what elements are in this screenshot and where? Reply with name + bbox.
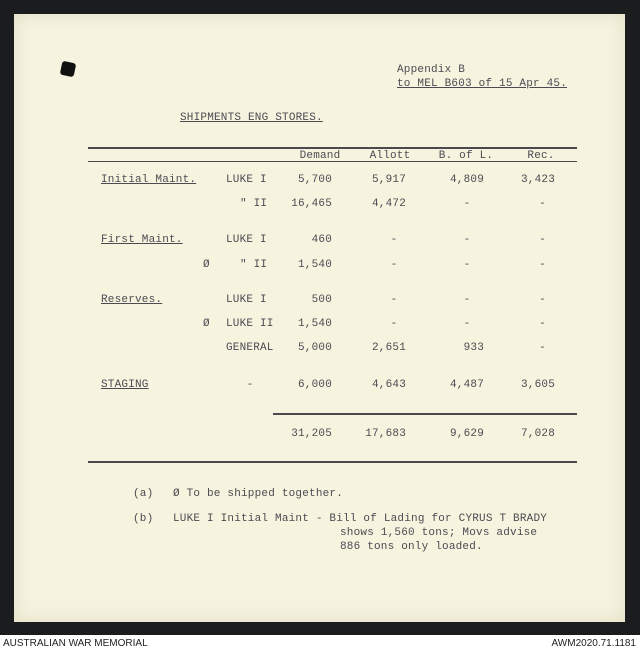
row-demand: 6,000 <box>297 379 332 391</box>
row-bol: - <box>463 259 471 271</box>
row-rec: - <box>539 259 546 271</box>
row-luke: LUKE I <box>226 234 267 246</box>
row-demand: 1,540 <box>297 318 332 330</box>
row-mark: Ø <box>203 259 210 271</box>
footer-catalog-id: AWM2020.71.1181 <box>551 638 636 649</box>
row-rec: - <box>539 198 546 210</box>
row-demand: 500 <box>311 294 332 306</box>
row-demand: 5,700 <box>297 174 332 186</box>
total-rec: 7,028 <box>520 428 555 440</box>
row-category: STAGING <box>101 379 149 391</box>
row-luke: LUKE I <box>226 294 267 306</box>
row-bol: - <box>463 318 471 330</box>
row-allott: 4,472 <box>371 198 406 210</box>
col-header-demand: Demand <box>299 150 341 162</box>
col-header-rec: Rec. <box>527 150 555 162</box>
row-allott: - <box>390 234 398 246</box>
row-category: Reserves. <box>101 294 163 306</box>
row-allott: - <box>390 294 398 306</box>
row-rec: - <box>539 294 546 306</box>
row-luke: GENERAL <box>226 342 274 354</box>
note-b-label: (b) <box>133 513 154 525</box>
row-demand: 16,465 <box>291 198 332 210</box>
row-bol: - <box>463 234 471 246</box>
row-allott: - <box>390 318 398 330</box>
row-allott: 2,651 <box>371 342 406 354</box>
row-luke: " II <box>240 259 268 271</box>
col-header-allott: Allott <box>369 150 411 162</box>
total-demand: 31,205 <box>291 428 332 440</box>
punch-hole <box>60 61 77 78</box>
row-demand: 460 <box>311 234 332 246</box>
appendix-label: Appendix B <box>397 64 466 76</box>
row-rec: - <box>539 342 546 354</box>
row-bol: - <box>463 294 471 306</box>
row-rec: - <box>539 234 546 246</box>
row-allott: - <box>390 259 398 271</box>
row-demand: 5,000 <box>297 342 332 354</box>
row-rec: 3,605 <box>520 379 555 391</box>
row-bol: - <box>463 198 471 210</box>
footer-institution: AUSTRALIAN WAR MEMORIAL <box>3 638 148 649</box>
row-bol: 4,487 <box>449 379 484 391</box>
row-rec: - <box>539 318 546 330</box>
col-header-bol: B. of L. <box>438 150 494 162</box>
note-b-line1: LUKE I Initial Maint - Bill of Lading for CYRUS T BRADY <box>173 513 548 525</box>
row-rec: 3,423 <box>520 174 555 186</box>
row-luke: - <box>246 379 254 391</box>
note-b-line3: 886 tons only loaded. <box>340 541 483 553</box>
note-b-line2: shows 1,560 tons; Movs advise <box>340 527 538 539</box>
document-title: SHIPMENTS ENG STORES. <box>180 112 323 124</box>
total-bol: 9,629 <box>449 428 484 440</box>
row-allott: 5,917 <box>371 174 406 186</box>
row-luke: LUKE I <box>226 174 267 186</box>
appendix-reference: to MEL B603 of 15 Apr 45. <box>397 78 568 90</box>
row-mark: Ø <box>203 318 210 330</box>
row-category: First Maint. <box>101 234 183 246</box>
row-bol: 4,809 <box>449 174 484 186</box>
row-category: Initial Maint. <box>101 174 197 186</box>
total-allott: 17,683 <box>365 428 406 440</box>
row-luke: " II <box>240 198 268 210</box>
table-bottom-rule <box>88 461 577 463</box>
totals-rule <box>273 413 577 415</box>
note-a-label: (a) <box>133 488 154 500</box>
row-bol: 933 <box>463 342 484 354</box>
row-allott: 4,643 <box>371 379 406 391</box>
note-a-text: Ø To be shipped together. <box>173 488 344 500</box>
row-demand: 1,540 <box>297 259 332 271</box>
row-luke: LUKE II <box>226 318 274 330</box>
table-top-rule <box>88 147 577 149</box>
